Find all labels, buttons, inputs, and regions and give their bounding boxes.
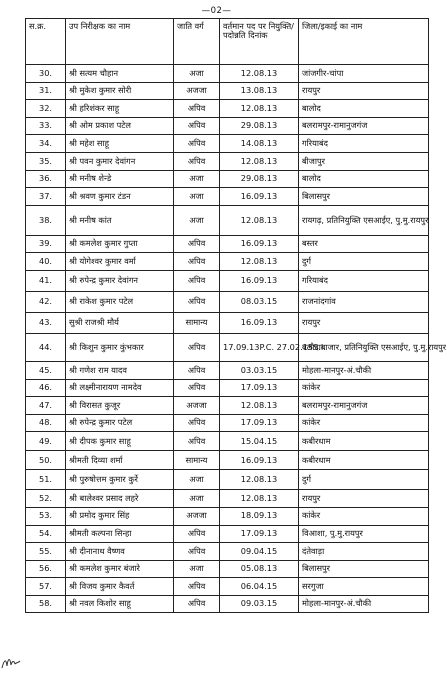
table-row xyxy=(26,397,429,415)
row-district: बिलासपुर xyxy=(299,560,429,578)
row-officer-name: श्री प्रमोद कुमार सिंह xyxy=(66,507,174,525)
table-row xyxy=(26,270,429,291)
row-district: बलौदाबाजार, प्रतिनियुक्ति एसआईए, पु.मु.रायपुर xyxy=(299,333,429,361)
row-category: अपिव xyxy=(174,291,220,312)
table-row xyxy=(26,291,429,312)
row-category: अपिव xyxy=(174,270,220,291)
table-row xyxy=(26,333,429,361)
table-row xyxy=(26,595,429,613)
row-officer-name: श्री लक्ष्मीनारायण नामदेव xyxy=(66,379,174,397)
row-sno: 57. xyxy=(26,578,66,596)
row-officer-name: श्री मनीष शेन्डे xyxy=(66,170,174,188)
row-officer-name: श्री रुपेन्द्र कुमार पटेल xyxy=(66,414,174,432)
row-category: अजा xyxy=(174,65,220,83)
row-district: कांकेर xyxy=(299,507,429,525)
row-officer-name: श्री कमलेश कुमार बंजारे xyxy=(66,560,174,578)
table-row xyxy=(26,170,429,188)
row-district: विआशा, पु.मु.रायपुर xyxy=(299,525,429,543)
row-officer-name: श्री पुरुषोत्तम कुमार कुर्रे xyxy=(66,470,174,490)
row-officer-name: श्री हरिशंकर साहू xyxy=(66,100,174,118)
row-posting-date: 03.03.15 xyxy=(220,361,299,379)
row-sno: 50. xyxy=(26,451,66,470)
table-row xyxy=(26,152,429,170)
row-posting-date: 12.08.13 xyxy=(220,470,299,490)
row-posting-date: 16.09.13 xyxy=(220,451,299,470)
row-officer-name: श्री मनीष कांत xyxy=(66,205,174,235)
row-sno: 56. xyxy=(26,560,66,578)
row-sno: 52. xyxy=(26,490,66,508)
row-sno: 53. xyxy=(26,507,66,525)
row-sno: 30. xyxy=(26,65,66,83)
row-posting-date: 17.09.13 xyxy=(220,525,299,543)
row-district: दंतेवाड़ा xyxy=(299,543,429,561)
row-officer-name: श्रीमती दिव्या शर्मा xyxy=(66,451,174,470)
row-posting-date: 05.08.13 xyxy=(220,560,299,578)
table-row xyxy=(26,432,429,451)
row-sno: 35. xyxy=(26,152,66,170)
row-district: रायपुर xyxy=(299,82,429,100)
table-row xyxy=(26,560,429,578)
table-row xyxy=(26,253,429,271)
row-officer-name: श्री रुपेन्द्र कुमार देवांगन xyxy=(66,270,174,291)
row-category: अपिव xyxy=(174,543,220,561)
row-sno: 44. xyxy=(26,333,66,361)
row-officer-name: श्री विजय कुमार कैवर्त xyxy=(66,578,174,596)
table-row xyxy=(26,543,429,561)
table-row xyxy=(26,188,429,206)
row-posting-date: 16.09.13 xyxy=(220,312,299,333)
row-officer-name: श्री पवन कुमार देवांगन xyxy=(66,152,174,170)
row-category: अजा xyxy=(174,490,220,508)
row-district: सरगुजा xyxy=(299,578,429,596)
row-sno: 54. xyxy=(26,525,66,543)
row-posting-date: 12.08.13 xyxy=(220,253,299,271)
row-officer-name: श्री सत्यम चौहान xyxy=(66,65,174,83)
header-district: जिला/इकाई का नाम xyxy=(299,19,429,65)
row-district: दुर्ग xyxy=(299,253,429,271)
table-row xyxy=(26,379,429,397)
row-posting-date: 29.08.13 xyxy=(220,170,299,188)
row-officer-name: श्री ओम प्रकाश पटेल xyxy=(66,117,174,135)
row-officer-name: श्री मुकेश कुमार सोरी xyxy=(66,82,174,100)
row-sno: 41. xyxy=(26,270,66,291)
row-sno: 45. xyxy=(26,361,66,379)
row-posting-date: 12.08.13 xyxy=(220,490,299,508)
row-category: अजजा xyxy=(174,82,220,100)
table-row xyxy=(26,578,429,596)
row-category: अपिव xyxy=(174,117,220,135)
row-officer-name: श्री नवल किशोर साहू xyxy=(66,595,174,613)
row-sno: 34. xyxy=(26,135,66,153)
row-district: रायगढ़, प्रतिनियुक्ति एसआईए, पु.मु.रायपुर xyxy=(299,205,429,235)
row-district: मोहला-मानपुर-अं.चौकी xyxy=(299,595,429,613)
header-name: उप निरीक्षक का नाम xyxy=(66,19,174,65)
table-header xyxy=(26,19,429,65)
row-sno: 33. xyxy=(26,117,66,135)
row-posting-date: 08.03.15 xyxy=(220,291,299,312)
table-row xyxy=(26,470,429,490)
row-district: बलरामपुर-रामानुजगंज xyxy=(299,397,429,415)
row-category: अपिव xyxy=(174,100,220,118)
table-row xyxy=(26,414,429,432)
row-sno: 47. xyxy=(26,397,66,415)
row-posting-date: 13.08.13 xyxy=(220,82,299,100)
row-officer-name: श्री किशुन कुमार कुंभकार xyxy=(66,333,174,361)
row-officer-name: श्री बालेश्वर प्रसाद लहरे xyxy=(66,490,174,508)
table-row xyxy=(26,100,429,118)
row-district: बस्तर xyxy=(299,235,429,253)
row-officer-name: श्री महेश साहू xyxy=(66,135,174,153)
officer-roster-table xyxy=(25,18,446,613)
row-district: कबीरधाम xyxy=(299,451,429,470)
row-posting-date: 16.09.13 xyxy=(220,270,299,291)
row-category: अपिव xyxy=(174,525,220,543)
row-posting-date: 29.08.13 xyxy=(220,117,299,135)
table-row xyxy=(26,235,429,253)
header-category: जाति वर्ग xyxy=(174,19,220,65)
row-officer-name: श्री विरासत कुजूर xyxy=(66,397,174,415)
row-posting-date: 17.09.13P.C. 27.02.15S.I. xyxy=(220,333,299,361)
row-district: बीजापुर xyxy=(299,152,429,170)
row-category: अपिव xyxy=(174,432,220,451)
row-category: अजा xyxy=(174,188,220,206)
row-district: कांकेर xyxy=(299,379,429,397)
row-posting-date: 16.09.13 xyxy=(220,235,299,253)
handwritten-initials xyxy=(0,652,22,672)
row-category: अपिव xyxy=(174,135,220,153)
row-sno: 48. xyxy=(26,414,66,432)
row-officer-name: श्री दीनानाथ वैष्णव xyxy=(66,543,174,561)
row-officer-name: श्री कमलेश कुमार गुप्ता xyxy=(66,235,174,253)
row-posting-date: 09.03.15 xyxy=(220,595,299,613)
row-category: अजा xyxy=(174,560,220,578)
row-district: बलरामपुर-रामानुजगंज xyxy=(299,117,429,135)
row-category: अपिव xyxy=(174,379,220,397)
header-posting-date: वर्तमान पद पर नियुक्ति/ पदोन्नति दिनांक xyxy=(220,19,299,65)
row-sno: 37. xyxy=(26,188,66,206)
row-category: अपिव xyxy=(174,414,220,432)
row-category: अजा xyxy=(174,205,220,235)
row-sno: 31. xyxy=(26,82,66,100)
row-district: कबीरधाम xyxy=(299,432,429,451)
row-sno: 43. xyxy=(26,312,66,333)
row-sno: 32. xyxy=(26,100,66,118)
row-category: अजा xyxy=(174,170,220,188)
row-officer-name: श्रीमती कल्पना सिन्हा xyxy=(66,525,174,543)
header-sno: स.क्र. xyxy=(26,19,66,65)
row-sno: 55. xyxy=(26,543,66,561)
row-posting-date: 17.09.13 xyxy=(220,379,299,397)
table-row xyxy=(26,312,429,333)
row-district: दुर्ग xyxy=(299,470,429,490)
row-district: मोहला-मानपुर-अं.चौकी xyxy=(299,361,429,379)
row-category: अजजा xyxy=(174,507,220,525)
page-number: —02— xyxy=(201,6,232,16)
row-district: रायपुर xyxy=(299,312,429,333)
row-posting-date: 12.08.13 xyxy=(220,100,299,118)
row-officer-name: श्री योगेश्वर कुमार वर्मा xyxy=(66,253,174,271)
row-district: राजनांदगांव xyxy=(299,291,429,312)
row-officer-name: श्री राकेश कुमार पटेल xyxy=(66,291,174,312)
row-category: अपिव xyxy=(174,361,220,379)
row-officer-name: श्री श्रवण कुमार टंडन xyxy=(66,188,174,206)
table-row xyxy=(26,82,429,100)
row-district: जांजगीर-चांपा xyxy=(299,65,429,83)
row-posting-date: 12.08.13 xyxy=(220,65,299,83)
row-category: अपिव xyxy=(174,333,220,361)
table-row xyxy=(26,507,429,525)
table-row xyxy=(26,117,429,135)
row-district: बिलासपुर xyxy=(299,188,429,206)
table-row xyxy=(26,205,429,235)
row-sno: 42. xyxy=(26,291,66,312)
row-posting-date: 17.09.13 xyxy=(220,414,299,432)
row-sno: 46. xyxy=(26,379,66,397)
table-row xyxy=(26,490,429,508)
row-category: अपिव xyxy=(174,595,220,613)
row-officer-name: सुश्री राजश्री मौर्य xyxy=(66,312,174,333)
table-body xyxy=(26,65,446,613)
row-category: अजा xyxy=(174,470,220,490)
row-sno: 39. xyxy=(26,235,66,253)
row-sno: 49. xyxy=(26,432,66,451)
row-category: सामान्य xyxy=(174,451,220,470)
row-district: कांकेर xyxy=(299,414,429,432)
row-district: बालोद xyxy=(299,100,429,118)
row-officer-name: श्री दीपक कुमार साहू xyxy=(66,432,174,451)
row-officer-name: श्री गणेश राम यादव xyxy=(66,361,174,379)
row-sno: 38. xyxy=(26,205,66,235)
row-posting-date: 06.04.15 xyxy=(220,578,299,596)
row-posting-date: 12.08.13 xyxy=(220,397,299,415)
row-sno: 36. xyxy=(26,170,66,188)
row-category: अपिव xyxy=(174,253,220,271)
row-category: अजजा xyxy=(174,397,220,415)
row-district: रायपुर xyxy=(299,490,429,508)
row-posting-date: 12.08.13 xyxy=(220,205,299,235)
row-category: अपिव xyxy=(174,235,220,253)
row-district: बालोद xyxy=(299,170,429,188)
table-row xyxy=(26,525,429,543)
row-category: अपिव xyxy=(174,578,220,596)
row-posting-date: 12.08.13 xyxy=(220,152,299,170)
row-posting-date: 09.04.15 xyxy=(220,543,299,561)
table-row xyxy=(26,135,429,153)
row-sno: 58. xyxy=(26,595,66,613)
table-row xyxy=(26,65,429,83)
row-sno: 40. xyxy=(26,253,66,271)
row-district: गरियाबंद xyxy=(299,270,429,291)
row-sno: 51. xyxy=(26,470,66,490)
table-row xyxy=(26,361,429,379)
row-category: सामान्य xyxy=(174,312,220,333)
row-posting-date: 14.08.13 xyxy=(220,135,299,153)
row-category: अपिव xyxy=(174,152,220,170)
table-row xyxy=(26,451,429,470)
row-posting-date: 15.04.15 xyxy=(220,432,299,451)
row-posting-date: 18.09.13 xyxy=(220,507,299,525)
row-posting-date: 16.09.13 xyxy=(220,188,299,206)
row-district: गरियाबंद xyxy=(299,135,429,153)
